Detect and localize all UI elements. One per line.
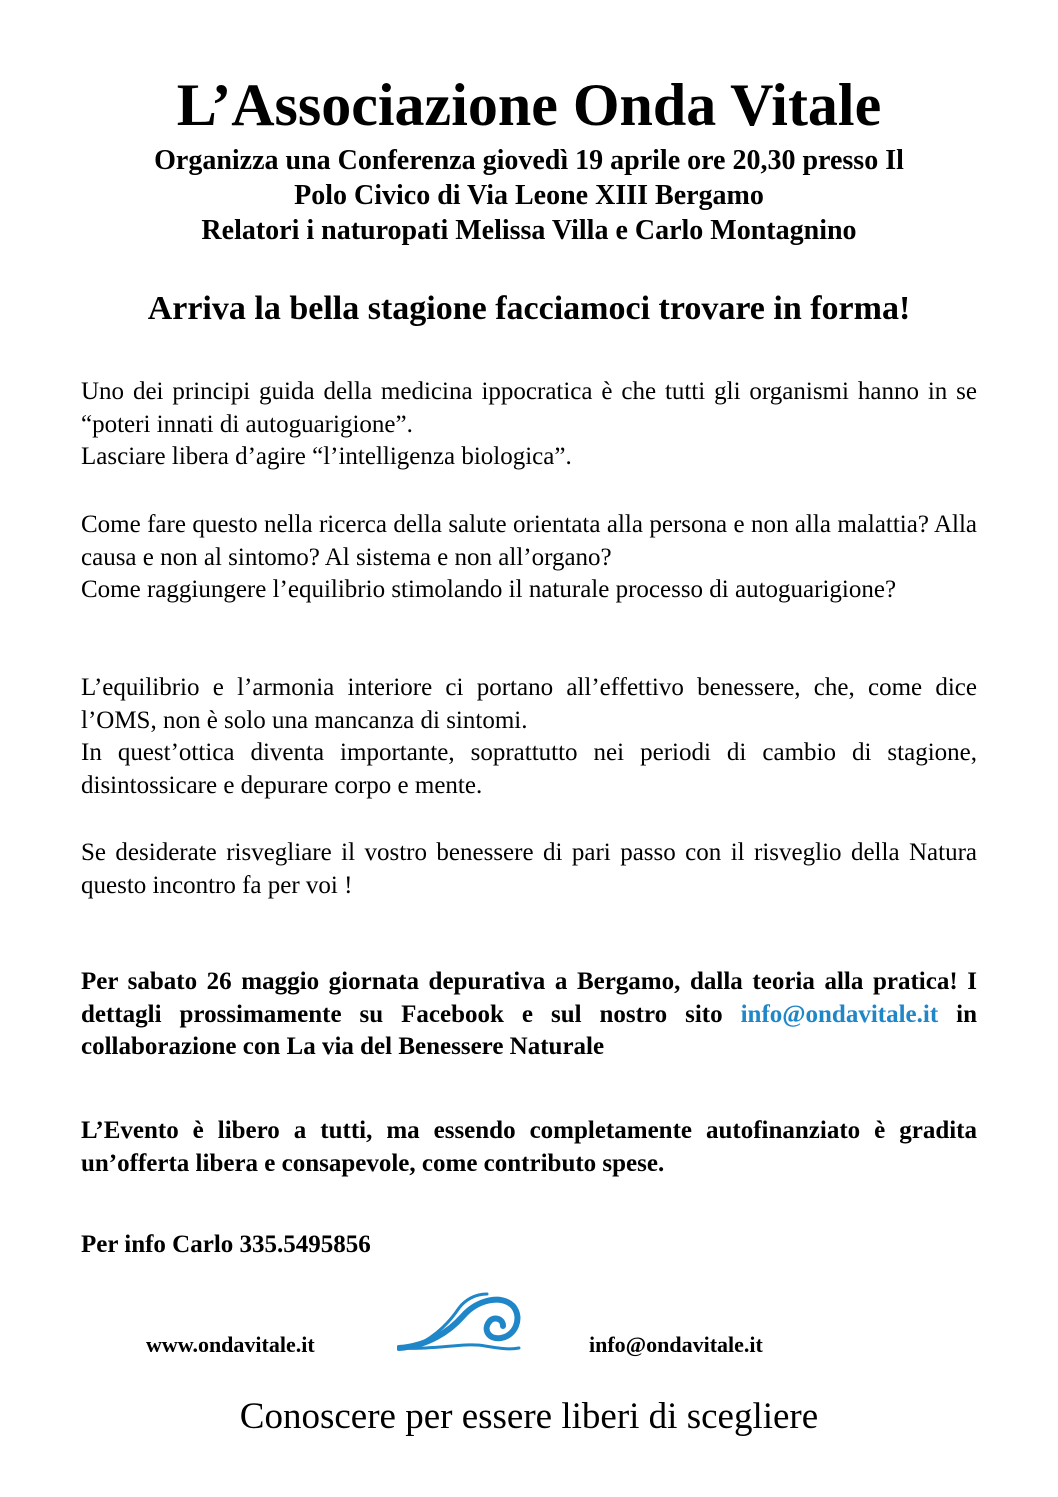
paragraph-line: In quest’ottica diventa importante, soprattutto nei periodi di cambio di stagione, disintossicare e depurare corpo e mente.	[81, 739, 977, 799]
paragraph-balance	[81, 672, 977, 802]
motto: Conoscere per essere liberi di scegliere	[239, 1396, 819, 1437]
conference-details	[0, 143, 1058, 248]
paragraph-line: Come fare questo nella ricerca della salute orientata alla persona e non alla malattia? Alla causa e non al sintomo? Al sistema e non all’organo?	[81, 511, 977, 571]
event-text	[81, 966, 977, 1064]
conference-line-venue: Polo Civico di Via Leone XIII Bergamo	[294, 180, 764, 211]
tagline: Arriva la bella stagione facciamoci trovare in forma!	[147, 290, 911, 327]
conference-line-speakers: Relatori i naturopati Melissa Villa e Carlo Montagnino	[201, 215, 857, 246]
paragraph-line: Lasciare libera d’agire “l’intelligenza biologica”.	[81, 443, 572, 470]
footer-email[interactable]: info@ondavitale.it	[589, 1332, 763, 1357]
website-link[interactable]: www.ondavitale.it	[146, 1332, 315, 1357]
page-title: L’Associazione Onda Vitale	[176, 72, 882, 138]
paragraph-questions	[81, 509, 977, 607]
paragraph-line: L’equilibrio e l’armonia interiore ci portano all’effettivo benessere, che, come dice l’OMS, non è solo una mancanza di sintomi.	[81, 674, 977, 734]
event-text-before: Per sabato 26 maggio giornata depurativa a Bergamo, dalla teoria alla pratica! I dettagli prossimamente su Facebook e sul nostro sito	[81, 968, 977, 1028]
paragraph-invitation	[81, 837, 977, 902]
event-announcement	[81, 966, 977, 1064]
free-event-notice	[81, 1115, 977, 1180]
email-link[interactable]: info@ondavitale.it	[740, 1000, 939, 1028]
contact-info	[81, 1229, 977, 1262]
paragraph-hippocratic	[81, 376, 977, 474]
conference-line-date: Organizza una Conferenza giovedì 19 aprile ore 20,30 presso Il	[154, 145, 904, 176]
contact-text: Per info Carlo 335.5495856	[81, 1231, 371, 1258]
paragraph-line: Se desiderate risvegliare il vostro benessere di pari passo con il risveglio della Natura questo incontro fa per voi !	[81, 839, 977, 899]
paragraph-line: Come raggiungere l’equilibrio stimolando il naturale processo di autoguarigione?	[81, 576, 897, 603]
notice-text: L’Evento è libero a tutti, ma essendo completamente autofinanziato è gradita un’offerta libera e consapevole, come contributo spese.	[81, 1117, 977, 1177]
paragraph-line: Uno dei principi guida della medicina ippocratica è che tutti gli organismi hanno in se “poteri innati di autoguarigione”.	[81, 378, 977, 438]
event-text-after: in collaborazione con La via del Benessere Naturale	[81, 1000, 978, 1060]
wave-logo-icon	[397, 1290, 521, 1354]
